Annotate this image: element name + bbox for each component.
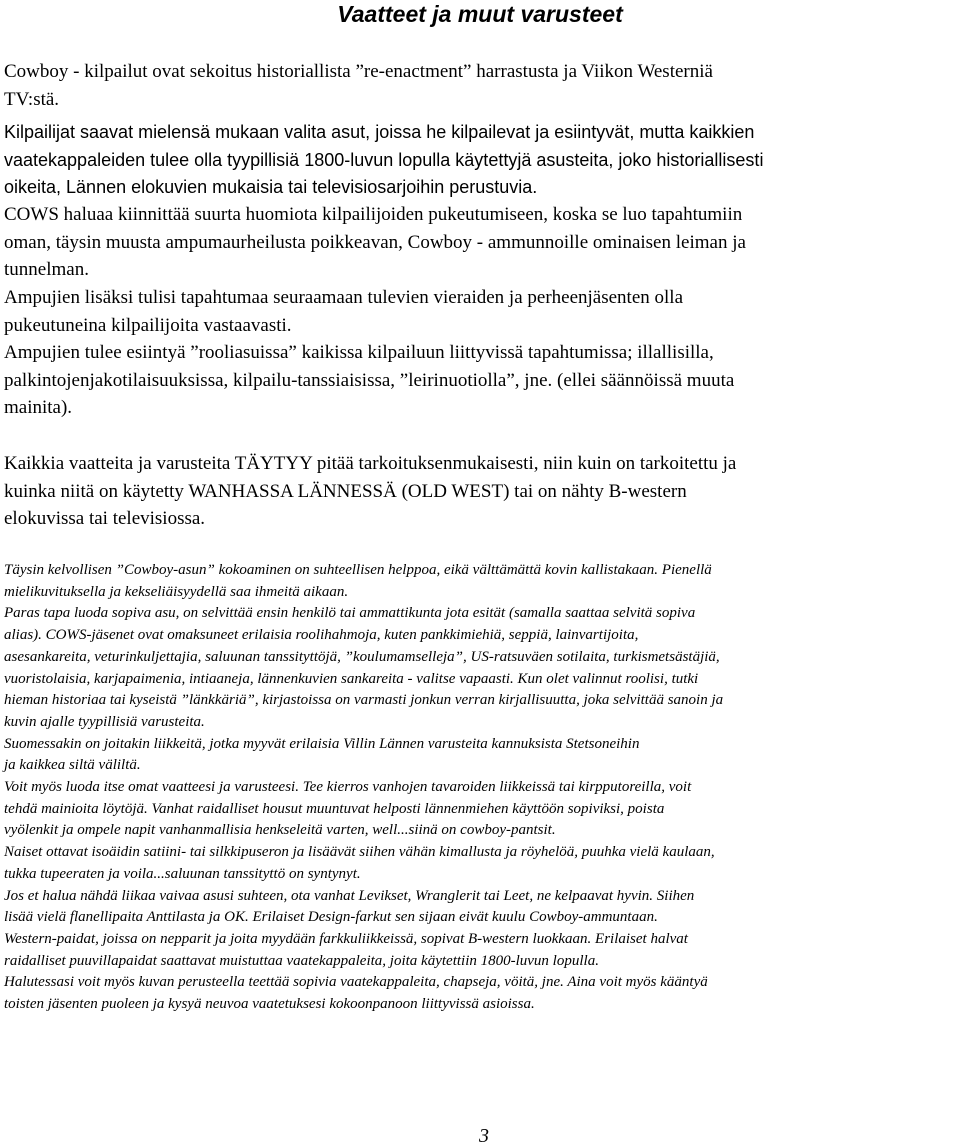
- page-title: Vaatteet ja muut varusteet: [337, 1, 623, 27]
- intro-paragraph: [4, 58, 958, 113]
- tip-line: Voit myös luoda itse omat vaatteesi ja varusteesi. Tee kierros vanhojen tavaroiden liikkeissä tai kirpputoreilla, voit: [4, 779, 692, 796]
- tip-line: lisää vielä flanellipaita Anttilasta ja OK. Erilaiset Design-farkut sen sijaan eivät kuulu Cowboy-ammuntaan.: [4, 909, 658, 926]
- tip-line: Jos et halua nähdä liikaa vaivaa asusi suhteen, ota vanhat Levikset, Wranglerit tai Leet, ne kelpaavat hyvin. Siihen: [4, 887, 695, 904]
- tip-line: toisten jäsenten puoleen ja kysyä neuvoa vaatetuksesi kokoonpanoon liittyvissä asioissa.: [4, 996, 535, 1013]
- text-line: vaatekappaleiden tulee olla tyypillisiä 1800-luvun lopulla käytettyjä asusteita, joko historiallisesti: [4, 149, 764, 170]
- text-line: tunnelman.: [4, 259, 89, 280]
- tips-section: [4, 560, 958, 1016]
- text-line: pukeutuneina kilpailijoita vastaavasti.: [4, 314, 292, 336]
- tip-line: Suomessakin on joitakin liikkeitä, jotka myyvät erilaisia Villin Lännen varusteita kannuksista Stetsoneihin: [4, 735, 640, 752]
- text-line: oikeita, Lännen elokuvien mukaisia tai televisiosarjoihin perustuvia.: [4, 177, 538, 197]
- tip-line: hieman historiaa tai kyseistä ”länkkäriä”, kirjastoissa on varmasti jonkun verran kirjallisuutta, joka selvittää sanoin ja: [4, 692, 724, 709]
- text-line: TV:stä.: [4, 88, 60, 110]
- text-line: Kilpailijat saavat mielensä mukaan valita asut, joissa he kilpailevat ja esiintyvät, mutta kaikkien: [4, 122, 755, 142]
- cows-paragraph: [4, 201, 958, 284]
- text-line: Kaikkia vaatteita ja varusteita TÄYTYY pitää tarkoituksenmukaisesti, niin kuin on tarkoitettu ja: [4, 453, 737, 474]
- tip-line: Täysin kelvollisen ”Cowboy-asun” kokoaminen on suhteellisen helppoa, eikä välttämättä kovin kallistakaan. Pienellä: [4, 562, 712, 578]
- roles-paragraph: [4, 339, 958, 422]
- tip-line: tehdä mainioita löytöjä. Vanhat raidalliset housut muuntuvat helposti lännenmiehen käyttöön sopiviksi, poista: [4, 800, 665, 817]
- tip-line: vuoristolaisia, karjapaimenia, intiaaneja, lännenkuvien sankareita - valitse vapaasti. Kun olet valinnut roolisi, tutki: [4, 670, 699, 687]
- text-line: oman, täysin muusta ampumaurheilusta poikkeavan, Cowboy - ammunnoille ominaisen leiman ja: [4, 231, 746, 253]
- tip-line: kuvin ajalle tyypillisiä varusteita.: [4, 713, 205, 730]
- text-line: COWS haluaa kiinnittää suurta huomiota kilpailijoiden pukeutumiseen, koska se luo tapahtumiin: [4, 204, 743, 225]
- text-line: mainita).: [4, 397, 73, 418]
- tip-line: Paras tapa luoda sopiva asu, on selvittää ensin henkilö tai ammattikunta jota esität (samalla saattaa selvitä sopiva: [4, 605, 696, 622]
- tip-line: asesankareita, veturinkuljettajia, saluunan tanssityttöjä, ”koulumamselleja”, US-ratsuväen sotilaita, turkismetsästäjiä,: [4, 648, 720, 665]
- text-line: palkintojenjakotilaisuuksissa, kilpailu-tanssiaisissa, ”leirinuotiolla”, jne. (ellei säännöissä muuta: [4, 369, 735, 391]
- tip-line: mielikuvituksella ja kekseliäisyydellä saa ihmeitä aikaan.: [4, 583, 349, 600]
- text-line: Ampujien tulee esiintyä ”rooliasuissa” kaikissa kilpailuun liittyvissä tapahtumissa; illallisilla,: [4, 342, 714, 363]
- choose-outfit-paragraph: [4, 119, 958, 202]
- text-line: kuinka niitä on käytetty WANHASSA LÄNNESSÄ (OLD WEST) tai on nähty B-western: [4, 480, 687, 502]
- text-line: Ampujien lisäksi tulisi tapahtumaa seuraamaan tulevien vieraiden ja perheenjäsenten olla: [4, 287, 684, 308]
- tip-line: Western-paidat, joissa on nepparit ja joita myydään farkkuliikkeissä, sopivat B-western luokkaan. Erilaiset halvat: [4, 930, 688, 947]
- tip-line: Halutessasi voit myös kuvan perusteella teettää sopivia vaatekappaleita, chapseja, vöitä, jne. Aina voit myös kääntyä: [4, 974, 708, 991]
- tip-line: raidalliset puuvillapaidat saattavat muistuttaa vaatekappaleita, joita käytettiin 1800-luvun lopulla.: [4, 952, 599, 969]
- tip-line: alias). COWS-jäsenet ovat omaksuneet erilaisia roolihahmoja, kuten pankkimiehiä, seppiä, lainvartijoita,: [4, 627, 639, 644]
- tip-line: tukka tupeeraten ja voila...saluunan tanssityttö on syntynyt.: [4, 865, 361, 882]
- tip-line: ja kaikkea siltä väliltä.: [4, 757, 141, 774]
- text-line: elokuvissa tai televisiossa.: [4, 508, 206, 529]
- tip-line: vyölenkit ja ompele napit vanhanmallisia henkseleitä varten, well...siinä on cowboy-pantsit.: [4, 822, 556, 839]
- page-number: 3: [479, 1125, 489, 1147]
- must-paragraph: [4, 450, 958, 533]
- tip-line: Naiset ottavat isoäidin satiini- tai silkkipuseron ja lisäävät siihen vähän kimallusta ja röyhelöä, puuhka vielä kaulaan,: [4, 844, 715, 861]
- text-line: Cowboy - kilpailut ovat sekoitus historiallista ”re-enactment” harrastusta ja Viikon Westerniä: [4, 61, 713, 82]
- visitors-paragraph: [4, 284, 958, 339]
